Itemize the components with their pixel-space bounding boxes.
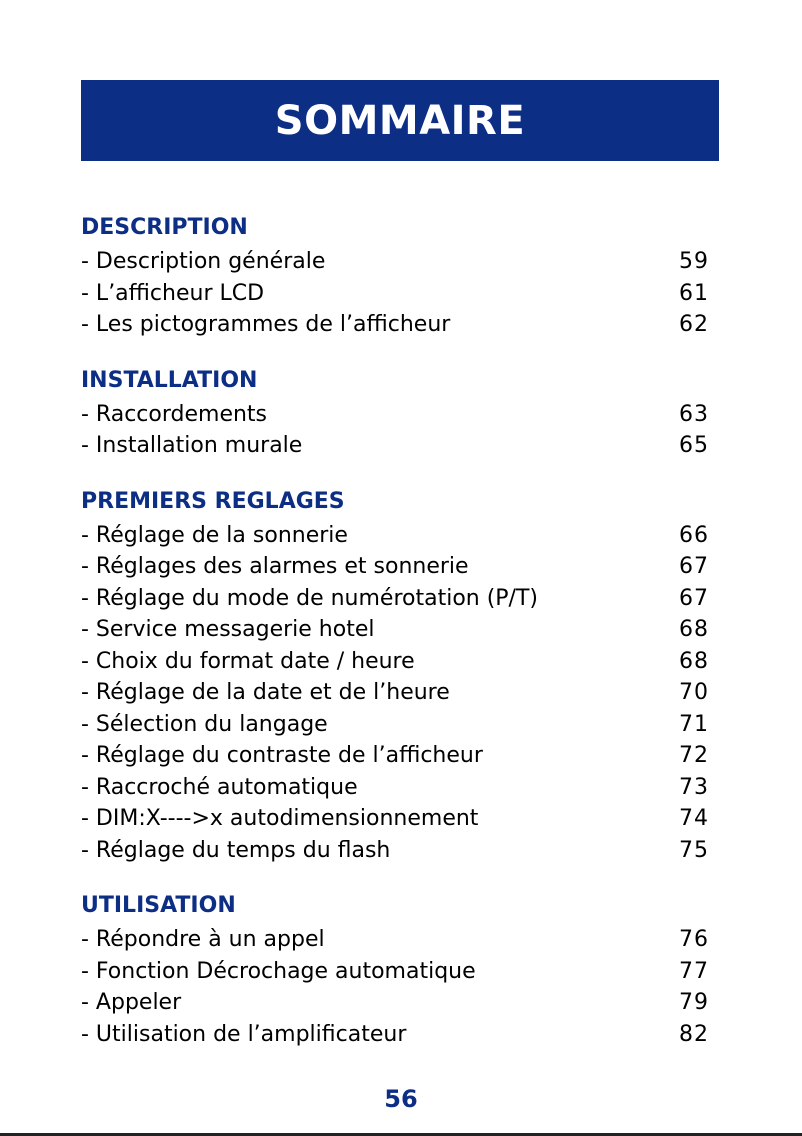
entry-label: - Raccordements [81, 401, 268, 427]
toc-entry [81, 614, 709, 646]
entry-page: 74 [679, 806, 709, 832]
entry-page: 72 [679, 743, 709, 769]
section-installation [81, 363, 709, 462]
toc-entry [81, 246, 709, 278]
entry-label: - Répondre à un appel [81, 927, 325, 953]
entry-page: 76 [679, 927, 709, 953]
section-description [81, 210, 709, 341]
entry-page: 66 [679, 522, 709, 548]
toc-entry [81, 835, 709, 867]
entry-page: 59 [679, 249, 709, 275]
toc-entry [81, 709, 709, 741]
entry-label: - Description générale [81, 249, 326, 275]
toc-entry [81, 430, 709, 462]
entry-page: 68 [679, 617, 709, 643]
page-title: SOMMAIRE [274, 97, 526, 144]
title-banner [81, 80, 719, 161]
entry-label: - Appeler [81, 990, 182, 1016]
section-premiers-reglages [81, 484, 709, 867]
entry-page: 79 [679, 990, 709, 1016]
entry-page: 71 [679, 711, 709, 737]
entry-label: - Réglage du mode de numérotation (P/T) [81, 585, 538, 611]
table-of-contents [81, 210, 709, 1072]
entry-label: - Utilisation de l’amplificateur [81, 1021, 407, 1047]
entry-label: - Raccroché automatique [81, 774, 358, 800]
section-title: PREMIERS REGLAGES [81, 488, 345, 514]
entry-label: - Sélection du langage [81, 711, 328, 737]
entry-page: 63 [679, 401, 709, 427]
entry-label: - DIM:X---->x autodimensionnement [81, 806, 479, 832]
entry-page: 67 [679, 554, 709, 580]
section-title: INSTALLATION [81, 367, 258, 393]
toc-entry [81, 520, 709, 552]
entry-label: - Choix du format date / heure [81, 648, 415, 674]
toc-entry [81, 309, 709, 341]
toc-entry [81, 987, 709, 1019]
entry-label: - Réglage du temps du flash [81, 837, 391, 863]
entry-page: 77 [679, 958, 709, 984]
toc-entry [81, 740, 709, 772]
toc-entry [81, 399, 709, 431]
entry-label: - Réglages des alarmes et sonnerie [81, 554, 469, 580]
entry-label: - Réglage de la sonnerie [81, 522, 348, 548]
entry-page: 67 [679, 585, 709, 611]
toc-entry [81, 583, 709, 615]
entry-page: 62 [679, 312, 709, 338]
entry-page: 68 [679, 648, 709, 674]
page-number: 56 [384, 1085, 418, 1113]
entry-label: - Fonction Décrochage automatique [81, 958, 476, 984]
entry-page: 65 [679, 433, 709, 459]
entry-page: 82 [679, 1021, 709, 1047]
toc-entry [81, 646, 709, 678]
toc-entry [81, 924, 709, 956]
entry-label: - Installation murale [81, 433, 303, 459]
entry-page: 61 [679, 280, 709, 306]
entry-page: 75 [679, 837, 709, 863]
toc-entry [81, 551, 709, 583]
entry-label: - Les pictogrammes de l’afficheur [81, 312, 451, 338]
toc-entry [81, 956, 709, 988]
section-utilisation [81, 888, 709, 1050]
entry-label: - Réglage du contraste de l’afficheur [81, 743, 483, 769]
toc-entry [81, 1019, 709, 1051]
section-title: DESCRIPTION [81, 215, 248, 240]
toc-entry [81, 772, 709, 804]
entry-page: 73 [679, 774, 709, 800]
section-title: UTILISATION [81, 893, 236, 918]
toc-entry [81, 677, 709, 709]
entry-page: 70 [679, 680, 709, 706]
entry-label: - Service messagerie hotel [81, 617, 375, 643]
toc-entry [81, 278, 709, 310]
toc-entry [81, 803, 709, 835]
entry-label: - Réglage de la date et de l’heure [81, 680, 450, 706]
entry-label: - L’afficheur LCD [81, 280, 265, 306]
